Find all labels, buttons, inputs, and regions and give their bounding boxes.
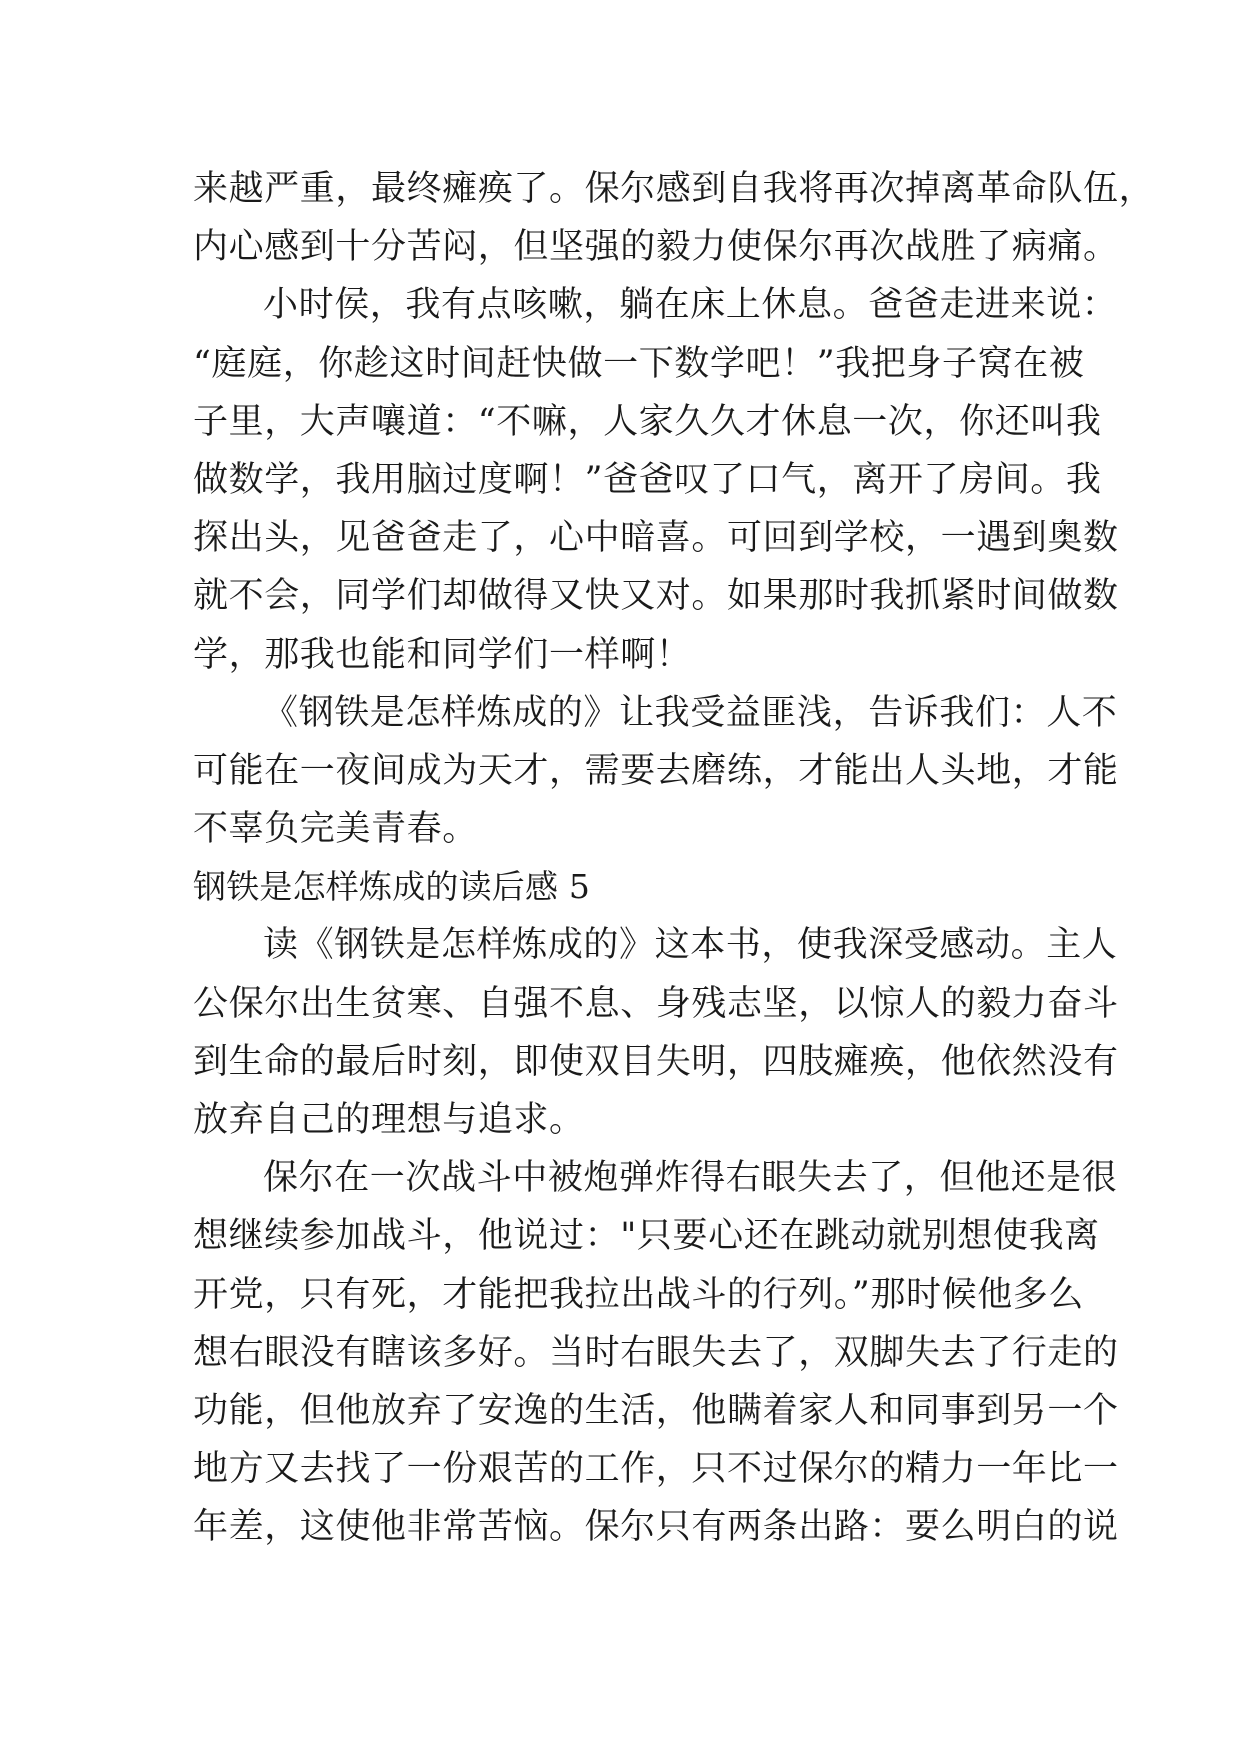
text-line: 内心感到十分苦闷，但坚强的毅力使保尔再次战胜了病痛。 <box>193 227 1119 268</box>
text-line: 小时侯，我有点咳嗽，躺在床上休息。爸爸走进来说： <box>263 285 1118 326</box>
text-line: 放弃自己的理想与追求。 <box>193 1100 585 1140</box>
text-line: 保尔在一次战斗中被炮弹炸得右眼失去了，但他还是很 <box>263 1158 1118 1199</box>
text-line: 探出头，见爸爸走了，心中暗喜。可回到学校，一遇到奥数 <box>193 518 1119 559</box>
text-line: 年差，这使他非常苦恼。保尔只有两条出路：要么明白的说 <box>193 1507 1119 1548</box>
text-line: 开党，只有死，才能把我拉出战斗的行列。”那时候他多么 <box>193 1274 1084 1315</box>
text-line: 来越严重，最终瘫痪了。保尔感到自我将再次掉离革命队伍， <box>193 169 1155 209</box>
text-line: 做数学，我用脑过度啊！”爸爸叹了口气，离开了房间。我 <box>193 459 1102 500</box>
text-line: 读《钢铁是怎样炼成的》这本书，使我深受感动。主人 <box>263 925 1118 966</box>
text-line: 功能，但他放弃了安逸的生活，他瞒着家人和同事到另一个 <box>193 1390 1119 1431</box>
text-line: “庭庭，你趁这时间赶快做一下数学吧！”我把身子窝在被 <box>193 343 1085 384</box>
text-line: 《钢铁是怎样炼成的》让我受益匪浅，告诉我们：人不 <box>263 692 1118 733</box>
text-line: 到生命的最后时刻，即使双目失明，四肢瘫痪，他依然没有 <box>193 1041 1119 1082</box>
text-line: 想右眼没有瞎该多好。当时右眼失去了，双脚失去了行走的 <box>193 1332 1119 1373</box>
text-line: 不辜负完美青春。 <box>193 809 478 850</box>
text-line: 子里，大声嚷道：“不嘛，人家久久才休息一次，你还叫我 <box>193 401 1102 442</box>
text-line: 学，那我也能和同学们一样啊！ <box>193 634 692 675</box>
text-line: 地方又去找了一份艰苦的工作，只不过保尔的精力一年比一 <box>193 1449 1119 1490</box>
text-line: 可能在一夜间成为天才，需要去磨练，才能出人头地，才能 <box>193 750 1119 791</box>
text-line: 想继续参加战斗，他说过："只要心还在跳动就别想使我离 <box>193 1216 1100 1257</box>
text-line: 公保尔出生贫寒、自强不息、身残志坚，以惊人的毅力奋斗 <box>193 983 1119 1024</box>
text-line: 就不会，同学们却做得又快又对。如果那时我抓紧时间做数 <box>193 576 1119 617</box>
document-page <box>193 160 1155 1557</box>
section-heading: 钢铁是怎样炼成的读后感 5 <box>193 867 591 907</box>
